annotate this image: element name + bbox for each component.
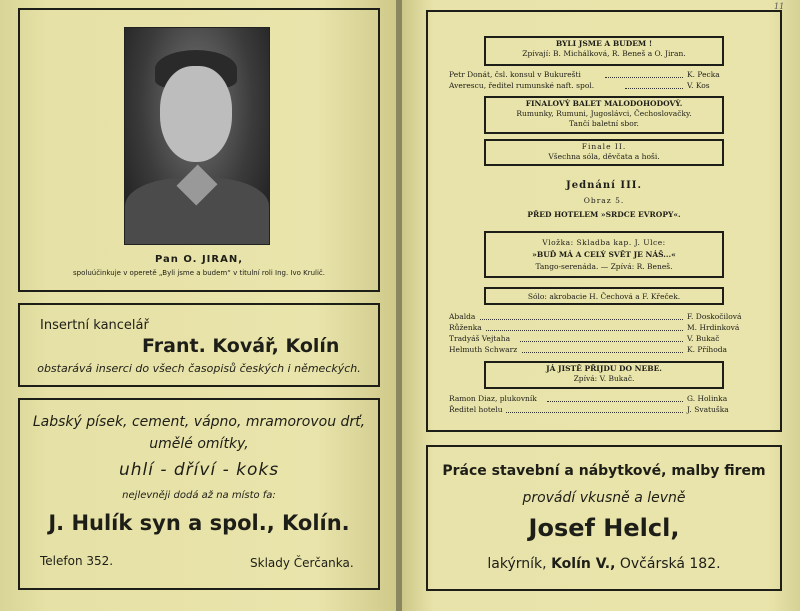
ad-helcl-line3c: Ovčárská 182.	[619, 556, 721, 572]
ad-hulik-line1: Labský písek, cement, vápno, mramorovou drť,	[32, 414, 366, 430]
cast1-actor-1: V. Kos	[687, 81, 710, 90]
box5-text: Sólo: akrobacie H. Čechová a F. Křeček.	[527, 292, 681, 301]
cast2-role-3: Helmuth Schwarz	[449, 345, 518, 354]
cast3-actor-1: J. Svatuška	[687, 405, 729, 414]
cast3-actor-0: G. Holinka	[687, 394, 728, 403]
leader-dots	[547, 401, 683, 402]
portrait-photo	[124, 27, 270, 245]
leader-dots	[605, 77, 683, 78]
ad-hulik-line4: nejlevněji dodá až na místo fa:	[122, 490, 276, 501]
box1-sub: Zpívají: B. Michálková, R. Beneš a O. Jiran.	[522, 49, 686, 58]
cast3-role-0: Ramon Diaz, plukovník	[449, 394, 537, 403]
box6-title: JÁ JISTĚ PŘIJDU DO NEBE.	[546, 364, 662, 373]
cast2-actor-0: F. Doskočilová	[687, 312, 742, 321]
leader-dots	[522, 352, 683, 353]
ad-helcl-name: Josef Helcl,	[528, 514, 680, 542]
page-number: 11	[774, 2, 785, 11]
ad-hulik-store: Sklady Čerčanka.	[250, 556, 354, 570]
cast2-actor-1: M. Hrdinková	[687, 323, 740, 332]
box1-title: BYLI JSME A BUDEM !	[555, 39, 653, 48]
ad-kovar-line2: obstarává inserci do všech časopisů českých i německých.	[37, 362, 361, 375]
program-box-vlozka	[484, 231, 724, 278]
scene-number: Obraz 5.	[583, 196, 625, 205]
leader-dots	[625, 88, 683, 89]
box6-sub: Zpívá: V. Bukač.	[573, 374, 635, 383]
box2-sub1: Rumunky, Rumuni, Jugoslávci, Čechoslovačky.	[516, 109, 692, 118]
ad-kovar-name: Frant. Kovář, Kolín	[142, 335, 340, 357]
cast1-actor-0: K. Pecka	[687, 70, 720, 79]
ad-hulik-phone: Telefon 352.	[40, 554, 114, 568]
program-box-finale	[484, 139, 724, 166]
leader-dots	[520, 341, 683, 342]
cast2-role-2: Tradyáš Vejtaha	[449, 334, 511, 343]
box4-line1: Vložka: Skladba kap. J. Ulce:	[542, 238, 666, 247]
leader-dots	[486, 330, 683, 331]
ad-helcl-line3	[426, 556, 782, 572]
cast2-actor-3: K. Příhoda	[687, 345, 728, 354]
ad-helcl-line2: provádí vkusně a levně	[522, 490, 686, 506]
ad-hulik-line2: umělé omítky,	[149, 436, 249, 452]
ad-kovar-line1: Insertní kancelář	[40, 318, 149, 333]
photo-caption: Pan O. JIRAN,	[154, 254, 244, 265]
box4-sub: Tango-serenáda. — Zpívá: R. Beneš.	[535, 262, 673, 271]
cast1-role-1: Averescu, ředitel rumunské naft. spol.	[449, 81, 595, 90]
program-box-byli-jsme	[484, 36, 724, 66]
cast3-role-1: Ředitel hotelu	[449, 405, 503, 414]
program-box-solo	[484, 287, 724, 305]
program-box-nebe	[484, 361, 724, 389]
cast1-role-0: Petr Donát, čsl. konsul v Bukurešti	[449, 70, 581, 79]
act-title: Jednání III.	[566, 180, 642, 191]
box4-title: »BUĎ MÁ A CELÝ SVĚT JE NÁŠ...«	[532, 250, 676, 259]
leader-dots	[480, 319, 683, 320]
ad-helcl-line3a: lakýrník,	[487, 556, 547, 572]
box3-sub: Všechna sóla, děvčata a hoši.	[548, 152, 660, 161]
box2-title: FINALOVÝ BALET MALODOHODOVÝ.	[525, 99, 683, 108]
program-box-balet	[484, 96, 724, 134]
ad-hulik-line3: uhlí - dříví - koks	[118, 460, 280, 480]
ad-helcl-line1: Práce stavební a nábytkové, malby firem	[442, 463, 766, 479]
ad-helcl-line3b: Kolín V.,	[551, 556, 616, 572]
ad-hulik-name: J. Hulík syn a spol., Kolín.	[48, 511, 350, 535]
cast2-actor-2: V. Bukač	[687, 334, 720, 343]
box3-title: Finale II.	[581, 142, 627, 151]
scene-title: PŘED HOTELEM »SRDCE EVROPY«.	[527, 210, 681, 219]
cast2-role-1: Růženka	[449, 323, 482, 332]
leader-dots	[506, 412, 683, 413]
cast2-role-0: Abalda	[449, 312, 476, 321]
photo-subcaption: spoluúčinkuje v operetě „Byli jsme a budem“ v titulní roli Ing. Ivo Krulič.	[73, 269, 325, 277]
box2-sub2: Tančí baletní sbor.	[569, 119, 639, 128]
